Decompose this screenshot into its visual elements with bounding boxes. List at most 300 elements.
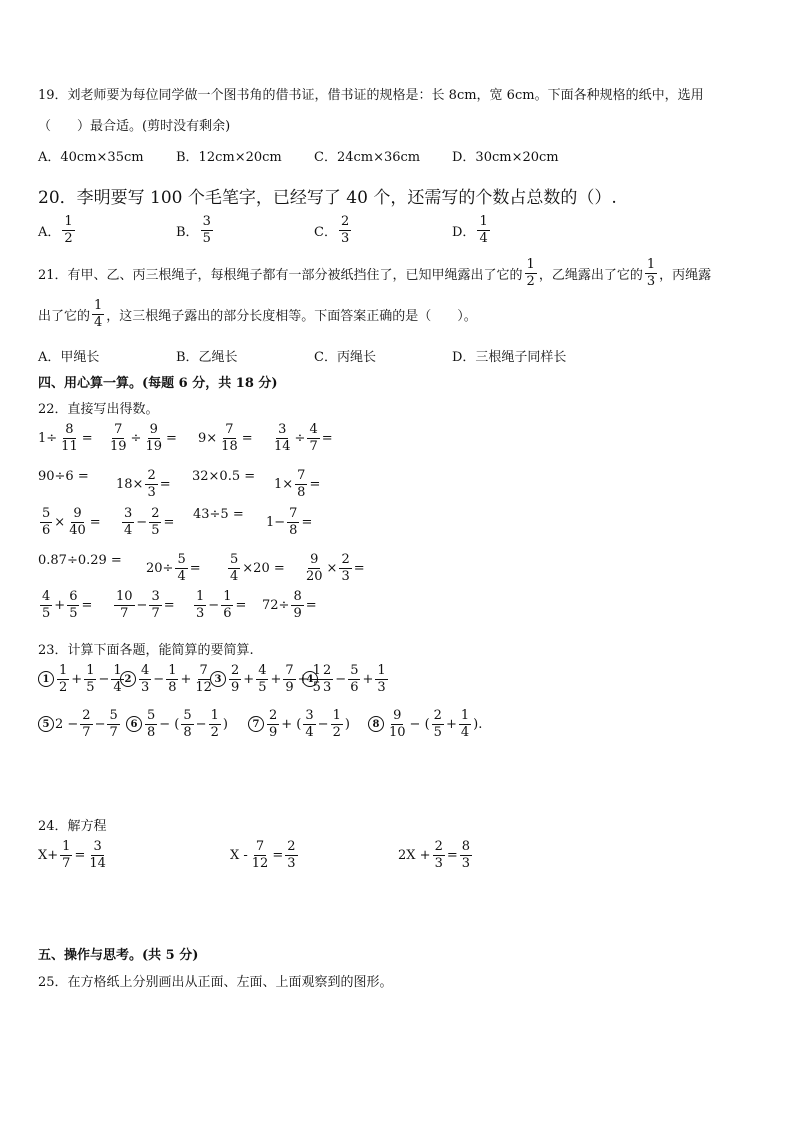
q23-end-mark: . bbox=[478, 716, 483, 732]
fraction bbox=[221, 590, 233, 620]
numerator: 5 bbox=[109, 708, 118, 723]
op: − bbox=[98, 671, 110, 687]
calc-item bbox=[266, 507, 312, 537]
item-number: 3 bbox=[210, 671, 226, 687]
calc-text: = bbox=[301, 514, 313, 530]
fraction bbox=[209, 709, 221, 739]
equation bbox=[398, 840, 474, 870]
fraction bbox=[149, 590, 161, 620]
numerator: 8 bbox=[293, 589, 302, 604]
fraction bbox=[114, 590, 135, 620]
item-number: 1 bbox=[38, 671, 54, 687]
q24-title: 24．解方程 bbox=[38, 819, 107, 834]
denominator: 3 bbox=[461, 855, 471, 871]
fraction bbox=[145, 709, 157, 739]
numerator: 7 bbox=[199, 663, 208, 678]
denominator: 2 bbox=[332, 724, 341, 740]
fraction bbox=[40, 590, 52, 620]
numerator: 5 bbox=[350, 663, 359, 678]
numerator: 9 bbox=[393, 708, 402, 723]
numerator: 5 bbox=[230, 552, 239, 567]
calc-item bbox=[116, 469, 171, 499]
q19-option-b: B．12cm×20cm bbox=[176, 150, 282, 165]
fraction bbox=[60, 840, 72, 870]
numerator: 9 bbox=[73, 506, 82, 521]
eq-op: = bbox=[272, 847, 284, 863]
fraction bbox=[303, 709, 315, 739]
option-fraction bbox=[339, 215, 351, 245]
calc-item bbox=[38, 469, 89, 484]
numerator: 5 bbox=[177, 552, 186, 567]
fraction bbox=[149, 507, 161, 537]
numerator: 8 bbox=[461, 839, 471, 854]
denominator: 2 bbox=[64, 230, 73, 246]
denominator: 14 bbox=[274, 438, 291, 454]
calc-op: ÷ bbox=[294, 430, 306, 446]
fraction bbox=[387, 709, 408, 739]
numerator: 1 bbox=[312, 663, 321, 678]
section-5-heading: 五、操作与思考。(共 5 分) bbox=[38, 948, 199, 963]
denominator: 4 bbox=[177, 568, 186, 584]
numerator: 1 bbox=[196, 589, 205, 604]
denominator: 19 bbox=[110, 438, 127, 454]
q21-text-1: 21．有甲、乙、丙三根绳子，每根绳子都有一部分被纸挡住了，已知甲绳露出了它的 bbox=[38, 267, 523, 283]
fraction bbox=[84, 664, 96, 694]
denominator: 7 bbox=[62, 855, 71, 871]
denominator: 7 bbox=[151, 605, 160, 621]
fraction bbox=[304, 553, 325, 583]
calc-text: 90÷6 = bbox=[38, 469, 89, 484]
op: + bbox=[362, 671, 374, 687]
q21-text-2: ，乙绳露出了它的 bbox=[538, 267, 643, 283]
denominator: 3 bbox=[434, 855, 443, 871]
fraction bbox=[219, 423, 240, 453]
op: − bbox=[317, 716, 329, 732]
op: − bbox=[195, 716, 207, 732]
fraction bbox=[87, 840, 108, 870]
numerator: 1 bbox=[377, 663, 386, 678]
option-fraction bbox=[477, 215, 489, 245]
numerator: 2 bbox=[287, 839, 296, 854]
calc-text: = bbox=[81, 597, 93, 613]
calc-op: − bbox=[208, 597, 220, 613]
numerator: 9 bbox=[149, 422, 158, 437]
numerator: 7 bbox=[297, 468, 306, 483]
eq-text: 2X + bbox=[398, 847, 431, 863]
equation bbox=[230, 840, 300, 870]
numerator: 2 bbox=[323, 663, 332, 678]
calc-op: ÷ bbox=[130, 430, 142, 446]
denominator: 5 bbox=[151, 522, 160, 538]
fraction bbox=[331, 709, 343, 739]
calc-text: = bbox=[81, 430, 93, 446]
q20-option bbox=[452, 215, 492, 245]
denominator: 7 bbox=[82, 724, 91, 740]
numerator: 3 bbox=[202, 214, 211, 229]
calc-text: 1× bbox=[274, 476, 294, 492]
calc-item bbox=[38, 553, 122, 568]
denominator: 8 bbox=[289, 522, 298, 538]
q21-line1 bbox=[38, 258, 711, 288]
denominator: 18 bbox=[221, 438, 238, 454]
q21-option-a: A．甲绳长 bbox=[38, 350, 100, 365]
fraction bbox=[145, 469, 157, 499]
fraction bbox=[267, 709, 279, 739]
q23-item-4 bbox=[302, 664, 390, 694]
q21-text-4: 出了它的 bbox=[38, 308, 91, 324]
numerator: 2 bbox=[340, 214, 350, 229]
numerator: 4 bbox=[258, 663, 267, 678]
fraction bbox=[432, 709, 444, 739]
numerator: 7 bbox=[289, 506, 298, 521]
numerator: 3 bbox=[124, 506, 133, 521]
q20-option bbox=[176, 215, 215, 245]
calc-item bbox=[192, 469, 255, 484]
q21-text-5: ，这三根绳子露出的部分长度相等。下面答案正确的是（ ）。 bbox=[106, 308, 477, 324]
calc-item bbox=[146, 553, 201, 583]
op: − bbox=[94, 716, 106, 732]
denominator: 5 bbox=[42, 605, 51, 621]
op: + bbox=[270, 671, 282, 687]
calc-text: = bbox=[166, 430, 177, 446]
denominator: 5 bbox=[312, 679, 321, 695]
denominator: 5 bbox=[433, 724, 442, 740]
denominator: 9 bbox=[285, 679, 294, 695]
fraction bbox=[166, 664, 178, 694]
calc-text: = bbox=[305, 597, 317, 613]
q19-option-d: D．30cm×20cm bbox=[452, 150, 559, 165]
fraction bbox=[256, 664, 268, 694]
option-label: A． bbox=[38, 224, 61, 240]
q19-line2: （ ）最合适。(剪时没有剩余) bbox=[38, 119, 231, 134]
denominator: 8 bbox=[183, 724, 192, 740]
denominator: 3 bbox=[147, 484, 156, 500]
numerator: 7 bbox=[114, 422, 123, 437]
numerator: 1 bbox=[479, 214, 488, 229]
calc-op: + bbox=[54, 597, 66, 613]
denominator: 3 bbox=[377, 679, 386, 695]
q19-option-a: A．40cm×35cm bbox=[38, 150, 144, 165]
calc-op: × bbox=[54, 514, 66, 530]
fraction bbox=[339, 553, 351, 583]
calc-item bbox=[193, 507, 244, 522]
q23-item-1 bbox=[38, 664, 126, 694]
denominator: 8 bbox=[297, 484, 306, 500]
fraction bbox=[348, 664, 360, 694]
denominator: 11 bbox=[61, 438, 78, 454]
q23-item-5 bbox=[38, 709, 122, 739]
denominator: 4 bbox=[113, 679, 122, 695]
op: − bbox=[153, 671, 165, 687]
denominator: 12 bbox=[195, 679, 212, 695]
op: − ( bbox=[409, 716, 430, 732]
numerator: 3 bbox=[151, 589, 160, 604]
numerator: 2 bbox=[147, 468, 156, 483]
fraction bbox=[295, 469, 307, 499]
fraction bbox=[175, 553, 187, 583]
fraction bbox=[307, 423, 319, 453]
denominator: 6 bbox=[42, 522, 51, 538]
numerator: 2 bbox=[231, 663, 240, 678]
numerator: 2 bbox=[151, 506, 160, 521]
calc-item bbox=[302, 553, 365, 583]
calc-item bbox=[226, 553, 285, 583]
q20-text: 20．李明要写 100 个毛笔字，已经写了 40 个，还需写的个数占总数的（）. bbox=[38, 188, 617, 208]
numerator: 4 bbox=[42, 589, 51, 604]
fraction bbox=[283, 664, 295, 694]
calc-item bbox=[270, 423, 333, 453]
numerator: 3 bbox=[305, 708, 314, 723]
denominator: 8 bbox=[168, 679, 177, 695]
numerator: 4 bbox=[141, 663, 150, 678]
q19-line1: 19．刘老师要为每位同学做一个图书角的借书证，借书证的规格是：长 8cm，宽 6cm。下面各种规格的纸中，选用 bbox=[38, 88, 704, 103]
fraction bbox=[291, 590, 303, 620]
calc-op: × bbox=[326, 560, 338, 576]
fraction bbox=[67, 590, 79, 620]
fraction bbox=[108, 423, 129, 453]
q21-fraction-jia: $\frac{1}{2}$ bbox=[526, 257, 535, 289]
fraction bbox=[57, 664, 69, 694]
numerator: 1 bbox=[332, 708, 341, 723]
op: + ( bbox=[281, 716, 302, 732]
eq-op: = bbox=[446, 847, 458, 863]
calc-text: ×20 = bbox=[242, 560, 285, 576]
item-number: 6 bbox=[126, 716, 142, 732]
denominator: 5 bbox=[86, 679, 95, 695]
calc-text: = bbox=[163, 597, 175, 613]
denominator: 20 bbox=[306, 568, 323, 584]
numerator: 5 bbox=[147, 708, 156, 723]
op: + bbox=[445, 716, 457, 732]
calc-item bbox=[120, 507, 174, 537]
fraction bbox=[107, 709, 119, 739]
calc-text: 72÷ bbox=[262, 597, 290, 613]
fraction bbox=[272, 423, 293, 453]
denominator: 40 bbox=[69, 522, 86, 538]
numerator: 1 bbox=[168, 663, 177, 678]
q23-title: 23．计算下面各题，能简算的要简算. bbox=[38, 643, 254, 658]
numerator: 6 bbox=[69, 589, 78, 604]
q23-item-8 bbox=[368, 709, 482, 739]
calc-text: = bbox=[159, 476, 171, 492]
op: ) bbox=[344, 716, 350, 732]
denominator: 10 bbox=[389, 724, 406, 740]
calc-item bbox=[274, 469, 320, 499]
calc-op: − bbox=[136, 514, 148, 530]
q23-item-2 bbox=[120, 664, 216, 694]
numerator: 5 bbox=[42, 506, 51, 521]
numerator: 4 bbox=[309, 422, 318, 437]
op: ) bbox=[222, 716, 228, 732]
denominator: 3 bbox=[196, 605, 205, 621]
denominator: 6 bbox=[350, 679, 359, 695]
denominator: 5 bbox=[202, 230, 211, 246]
fraction bbox=[321, 664, 333, 694]
q21-option-c: C．丙绳长 bbox=[314, 350, 376, 365]
calc-text: = bbox=[163, 514, 175, 530]
q23-item-6 bbox=[126, 709, 228, 739]
calc-text: 20÷ bbox=[146, 560, 174, 576]
numerator: 1 bbox=[460, 708, 470, 723]
numerator: 5 bbox=[183, 708, 192, 723]
q21-option-b: B．乙绳长 bbox=[176, 350, 238, 365]
numerator: 7 bbox=[285, 663, 294, 678]
denominator: 4 bbox=[230, 568, 239, 584]
fraction bbox=[228, 553, 240, 583]
item-number: 5 bbox=[38, 716, 54, 732]
calc-text: 0.87÷0.29 = bbox=[38, 553, 122, 568]
denominator: 2 bbox=[59, 679, 68, 695]
numerator: 9 bbox=[310, 552, 319, 567]
numerator: 1 bbox=[62, 839, 71, 854]
q20-option bbox=[314, 215, 353, 245]
numerator: 7 bbox=[225, 422, 234, 437]
denominator: 3 bbox=[323, 679, 332, 695]
fraction bbox=[229, 664, 241, 694]
denominator: 4 bbox=[460, 724, 470, 740]
q23-item-7 bbox=[248, 709, 350, 739]
denominator: 5 bbox=[69, 605, 78, 621]
q20-option bbox=[38, 215, 77, 245]
denominator: 5 bbox=[258, 679, 267, 695]
eq-text: X+ bbox=[38, 847, 59, 863]
numerator: 1 bbox=[210, 708, 219, 723]
q21-option-d: D．三根绳子同样长 bbox=[452, 350, 567, 365]
denominator: 4 bbox=[479, 230, 488, 246]
numerator: 1 bbox=[113, 663, 122, 678]
calc-text: 1÷ bbox=[38, 430, 58, 446]
fraction bbox=[287, 507, 299, 537]
fraction bbox=[67, 507, 88, 537]
denominator: 4 bbox=[305, 724, 314, 740]
option-label: B． bbox=[176, 224, 199, 240]
numerator: 10 bbox=[116, 589, 133, 604]
denominator: 3 bbox=[341, 568, 350, 584]
denominator: 9 bbox=[231, 679, 240, 695]
calc-item bbox=[106, 423, 177, 453]
calc-text: = bbox=[241, 430, 253, 446]
fraction bbox=[459, 709, 471, 739]
denominator: 9 bbox=[293, 605, 302, 621]
calc-text: 43÷5 = bbox=[193, 507, 244, 522]
calc-text: = bbox=[353, 560, 365, 576]
op: + bbox=[297, 671, 309, 687]
option-label: C． bbox=[314, 224, 337, 240]
item-number: 7 bbox=[248, 716, 264, 732]
fraction bbox=[181, 709, 193, 739]
fraction bbox=[143, 423, 164, 453]
numerator: 2 bbox=[433, 708, 442, 723]
calc-text: 9× bbox=[198, 430, 218, 446]
numerator: 2 bbox=[269, 708, 278, 723]
eq-op: = bbox=[74, 847, 86, 863]
q22-title: 22．直接写出得数。 bbox=[38, 402, 159, 417]
denominator: 9 bbox=[269, 724, 278, 740]
numerator: 2 bbox=[434, 839, 443, 854]
numerator: 1 bbox=[223, 589, 232, 604]
denominator: 2 bbox=[210, 724, 219, 740]
q21-fraction-yi: $\frac{1}{3}$ bbox=[646, 257, 656, 289]
denominator: 4 bbox=[124, 522, 133, 538]
fraction bbox=[250, 840, 271, 870]
calc-text: = bbox=[235, 597, 247, 613]
calc-text: 1− bbox=[266, 514, 286, 530]
numerator: 7 bbox=[255, 839, 265, 854]
numerator: 2 bbox=[341, 552, 350, 567]
fraction bbox=[285, 840, 297, 870]
calc-text: 18× bbox=[116, 476, 144, 492]
fraction bbox=[122, 507, 134, 537]
fraction bbox=[375, 664, 387, 694]
option-label: D． bbox=[452, 224, 476, 240]
calc-text: = bbox=[89, 514, 101, 530]
numerator: 3 bbox=[278, 422, 287, 437]
calc-text: = bbox=[309, 476, 321, 492]
fraction bbox=[40, 507, 52, 537]
calc-op: − bbox=[136, 597, 148, 613]
denominator: 3 bbox=[287, 855, 296, 871]
op: ) bbox=[473, 716, 479, 732]
numerator: 1 bbox=[59, 663, 68, 678]
calc-text: = bbox=[189, 560, 201, 576]
option-fraction bbox=[62, 215, 74, 245]
calc-item bbox=[192, 590, 246, 620]
q21-fraction-bing: $\frac{1}{4}$ bbox=[94, 298, 103, 330]
denominator: 3 bbox=[141, 679, 150, 695]
item-number: 2 bbox=[120, 671, 136, 687]
calc-item bbox=[198, 423, 253, 453]
fraction bbox=[59, 423, 80, 453]
fraction bbox=[460, 840, 472, 870]
section-4-heading: 四、用心算一算。(每题 6 分，共 18 分) bbox=[38, 376, 278, 391]
item-number: 8 bbox=[368, 716, 384, 732]
fraction bbox=[80, 709, 92, 739]
fraction bbox=[433, 840, 445, 870]
q21-text-3: ，丙绳露 bbox=[659, 267, 712, 283]
denominator: 7 bbox=[120, 605, 129, 621]
calc-item bbox=[38, 423, 93, 453]
numerator: 1 bbox=[64, 214, 73, 229]
fraction bbox=[139, 664, 151, 694]
numerator: 1 bbox=[86, 663, 95, 678]
numerator: 3 bbox=[93, 839, 102, 854]
q21-line2 bbox=[38, 299, 477, 329]
op: − ( bbox=[159, 716, 180, 732]
op: 2 − bbox=[55, 716, 79, 732]
denominator: 3 bbox=[340, 230, 350, 246]
denominator: 8 bbox=[147, 724, 156, 740]
option-fraction bbox=[201, 215, 213, 245]
fraction bbox=[194, 590, 206, 620]
q25-text: 25．在方格纸上分别画出从正面、左面、上面观察到的图形。 bbox=[38, 975, 393, 990]
item-number: 4 bbox=[302, 671, 318, 687]
denominator: 14 bbox=[89, 855, 106, 871]
numerator: 8 bbox=[65, 422, 74, 437]
equation bbox=[38, 840, 110, 870]
op: + bbox=[71, 671, 83, 687]
calc-item bbox=[112, 590, 175, 620]
denominator: 7 bbox=[309, 438, 318, 454]
op: − bbox=[335, 671, 347, 687]
numerator: 2 bbox=[82, 708, 91, 723]
q19-option-c: C．24cm×36cm bbox=[314, 150, 421, 165]
op: + bbox=[243, 671, 255, 687]
calc-text: 32×0.5 = bbox=[192, 469, 256, 484]
denominator: 12 bbox=[251, 855, 269, 871]
calc-text: = bbox=[321, 430, 333, 446]
calc-item bbox=[38, 590, 92, 620]
eq-text: X - bbox=[230, 847, 248, 863]
